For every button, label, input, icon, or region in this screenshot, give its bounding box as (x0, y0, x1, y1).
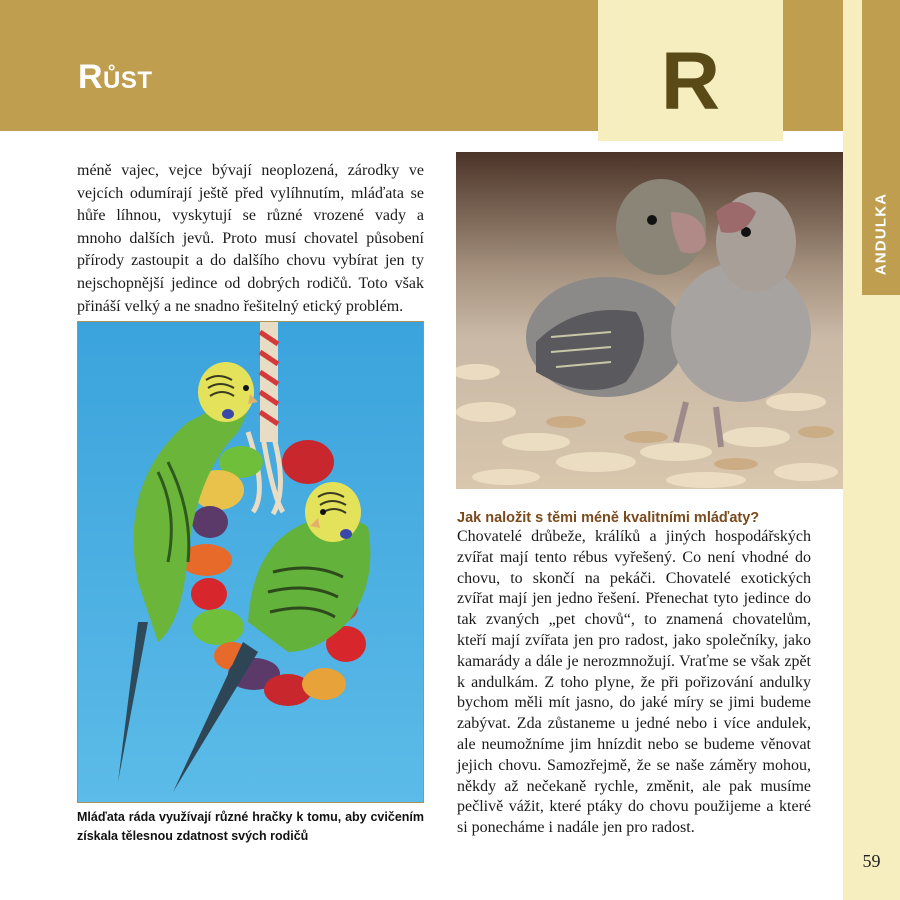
chapter-letter-box (598, 0, 783, 141)
photo-chicks (456, 152, 843, 489)
sidebar-label: ANDULKA (872, 192, 890, 276)
intro-paragraph: méně vajec, vejce bývají neoplozená, zárodky ve vejcích odumírají ještě před vylíhnutím, mláďata se hůře líhnou, vyskytují se různé vrozené vady a mnoho dalších jevů. Proto musí chovatel působení přírody zastoupit a do dalšího chovu vybírat jen ty nejschopnější jedince od dobrých rodičů. Toto však přináší velký a ne snadno řešitelný etický problém. (77, 162, 424, 315)
section-body: Chovatelé drůbeže, králíků a jiných hospodářských zvířat mají tento rébus vyřešený. Co není vhodné do chovu, to skončí na pekáči. Chovatelé exotických zvířat mají jen jedno řešení. Přenechat tyto jedince do tak zvaných „pet chovů“, to znamená chovatelům, kteří mají zvířata jen pro radost, jako společníky, jako kamarády a dále je nerozmnožují. Vraťme se však zpět k andulkám. Z toho plyne, že při pořizování andulky bychom měli mít jasno, do jaké míry se jimi budeme zabývat. Zda zůstaneme u jedné nebo i více andulek, ale neumožníme jim hnízdit nebo se budeme věnovat jejich chovu. Samozřejmě, že se naše záměry mohou, někdy až nečekaně rychle, změnit, ale pak musíme pečlivě vážit, které ptáky do chovu použijeme a které si ponecháme i nadále jen pro radost. (457, 528, 811, 837)
chicks-illustration (456, 152, 843, 489)
photo-budgies-toy (77, 321, 424, 803)
chapter-letter: R (660, 36, 721, 127)
page-number: 59 (862, 851, 881, 871)
budgies-toy-illustration (78, 322, 424, 803)
page-title: Růst (78, 58, 153, 96)
photo-caption: Mláďata ráda využívají různé hračky k tomu, aby cvičením získala tělesnou zdatnost svých rodičů (77, 810, 424, 843)
section-heading: Jak naložit s těmi méně kvalitními mláďaty? (457, 510, 760, 526)
